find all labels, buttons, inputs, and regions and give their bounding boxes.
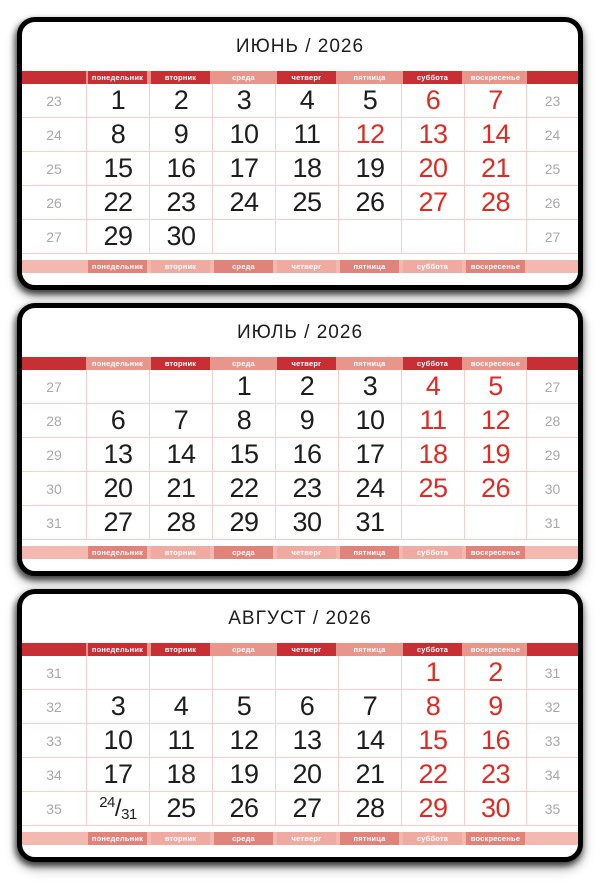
day-cell: 7 xyxy=(338,690,401,723)
weekday-cell xyxy=(86,643,149,656)
day-cell xyxy=(401,220,464,253)
day-cell: 23 xyxy=(464,758,527,791)
day-cell: 11 xyxy=(275,118,338,151)
weekday-cell xyxy=(338,357,401,370)
week-row xyxy=(22,220,578,254)
week-number-right: 24 xyxy=(544,126,561,143)
day-cell: 8 xyxy=(212,404,275,437)
weekday-label: воскресенье xyxy=(470,73,521,82)
weekday-cell xyxy=(86,71,149,84)
day-cell: 6 xyxy=(401,84,464,117)
weekday-label: суббота xyxy=(403,71,462,84)
day-cell xyxy=(401,506,464,539)
day-cell xyxy=(86,792,149,825)
day-cell: 13 xyxy=(86,438,149,471)
weekday-label: суббота xyxy=(403,832,462,845)
day-cell: 25 xyxy=(275,186,338,219)
weekday-label: четверг xyxy=(277,71,336,84)
day-cell xyxy=(275,220,338,253)
week-number-right: 34 xyxy=(544,766,561,783)
day-cell xyxy=(338,656,401,689)
strip-edge-right xyxy=(527,832,578,845)
day-cell: 9 xyxy=(149,118,212,151)
week-number-left: 31 xyxy=(46,514,62,531)
day-cell: 18 xyxy=(149,758,212,791)
weekday-label: понедельник xyxy=(88,260,147,273)
week-number-left: 23 xyxy=(46,92,62,109)
week-row xyxy=(22,472,578,506)
day-cell: 29 xyxy=(212,506,275,539)
week-row xyxy=(22,792,578,826)
week-number-right: 26 xyxy=(544,194,561,211)
weekday-cell xyxy=(149,71,212,84)
day-cell: 6 xyxy=(86,404,149,437)
weekday-cell xyxy=(212,546,275,559)
week-number-right: 35 xyxy=(544,800,561,817)
weekday-cell xyxy=(401,643,464,656)
day-cell: 15 xyxy=(212,438,275,471)
day-cell: 27 xyxy=(86,506,149,539)
weekday-label: пятница xyxy=(353,359,386,368)
day-cell: 17 xyxy=(212,152,275,185)
weekday-cell xyxy=(86,357,149,370)
week-number-left: 25 xyxy=(46,160,62,177)
day-cell xyxy=(149,370,212,403)
strip-edge-left xyxy=(22,643,86,656)
weekday-cell xyxy=(212,357,275,370)
weekday-cell xyxy=(401,260,464,273)
weekday-cell xyxy=(275,357,338,370)
weekday-label: суббота xyxy=(403,260,462,273)
day-cell: 21 xyxy=(464,152,527,185)
weekday-cell xyxy=(338,643,401,656)
weekday-cell xyxy=(401,71,464,84)
week-number-left: 24 xyxy=(46,126,62,143)
month-grid xyxy=(22,370,578,540)
weekday-label: вторник xyxy=(151,260,210,273)
day-cell: 27 xyxy=(401,186,464,219)
day-cell: 19 xyxy=(212,758,275,791)
day-cell: 17 xyxy=(338,438,401,471)
day-number-top: 24 xyxy=(99,794,115,811)
month-card-august xyxy=(17,589,583,862)
weekday-cell xyxy=(275,260,338,273)
weekday-label: вторник xyxy=(151,546,210,559)
week-number-right: 29 xyxy=(544,446,561,463)
weekday-cell xyxy=(338,260,401,273)
week-number-left: 28 xyxy=(46,412,62,429)
weekday-cell xyxy=(338,546,401,559)
day-cell: 20 xyxy=(86,472,149,505)
day-cell: 19 xyxy=(464,438,527,471)
day-cell: 18 xyxy=(401,438,464,471)
week-number-right: 27 xyxy=(544,378,561,395)
day-cell: 29 xyxy=(401,792,464,825)
weekday-cell xyxy=(338,832,401,845)
week-number-right: 28 xyxy=(544,412,561,429)
weekday-cell xyxy=(212,71,275,84)
weekday-cell xyxy=(149,643,212,656)
fraction-slash: / xyxy=(114,794,122,822)
weekday-cell xyxy=(212,643,275,656)
day-cell: 3 xyxy=(86,690,149,723)
day-cell: 30 xyxy=(275,506,338,539)
day-cell: 20 xyxy=(275,758,338,791)
day-cell: 10 xyxy=(212,118,275,151)
week-number-left: 31 xyxy=(46,664,62,681)
weekday-cell xyxy=(464,71,527,84)
weekday-header-row xyxy=(22,71,578,84)
strip-edge-left xyxy=(22,71,86,84)
weekday-label: суббота xyxy=(403,357,462,370)
weekday-label: среда xyxy=(232,359,255,368)
week-number-left: 32 xyxy=(46,698,62,715)
weekday-cell xyxy=(275,643,338,656)
day-cell: 28 xyxy=(338,792,401,825)
day-cell xyxy=(212,656,275,689)
weekday-label: вторник xyxy=(151,357,210,370)
day-cell: 16 xyxy=(464,724,527,757)
week-number-left: 27 xyxy=(46,228,62,245)
weekday-cell xyxy=(212,832,275,845)
weekday-cell xyxy=(149,832,212,845)
day-cell: 10 xyxy=(86,724,149,757)
strip-edge-left xyxy=(22,357,86,370)
strip-edge-right xyxy=(527,546,578,559)
month-card-june xyxy=(17,17,583,290)
day-cell: 6 xyxy=(275,690,338,723)
week-row xyxy=(22,690,578,724)
day-cell: 12 xyxy=(338,118,401,151)
weekday-header-row xyxy=(22,643,578,656)
day-cell: 14 xyxy=(464,118,527,151)
day-cell: 15 xyxy=(86,152,149,185)
weekday-label: воскресенье xyxy=(466,260,525,273)
day-cell: 5 xyxy=(212,690,275,723)
weekday-label: вторник xyxy=(151,832,210,845)
month-title: АВГУСТ / 2026 xyxy=(228,607,372,629)
day-number-bottom: 31 xyxy=(121,806,137,823)
week-number-right: 30 xyxy=(544,480,561,497)
week-number-right: 23 xyxy=(544,92,561,109)
day-cell: 22 xyxy=(86,186,149,219)
day-cell xyxy=(86,656,149,689)
week-number-right: 33 xyxy=(544,732,561,749)
day-cell: 7 xyxy=(149,404,212,437)
weekday-footer-row xyxy=(22,546,578,559)
weekday-cell xyxy=(464,357,527,370)
weekday-label: среда xyxy=(214,546,273,559)
week-number-left: 30 xyxy=(46,480,62,497)
day-cell xyxy=(338,220,401,253)
weekday-cell xyxy=(464,643,527,656)
strip-edge-right xyxy=(527,260,578,273)
week-row xyxy=(22,758,578,792)
month-title: ИЮЛЬ / 2026 xyxy=(236,321,364,343)
week-number-right: 31 xyxy=(544,664,561,681)
day-cell: 27 xyxy=(275,792,338,825)
weekday-label: суббота xyxy=(403,643,462,656)
week-number-right: 25 xyxy=(544,160,561,177)
month-title: ИЮНЬ / 2026 xyxy=(235,35,365,57)
weekday-cell xyxy=(149,546,212,559)
weekday-label: вторник xyxy=(151,71,210,84)
day-cell: 8 xyxy=(86,118,149,151)
month-card-july xyxy=(17,303,583,576)
weekday-cell xyxy=(275,546,338,559)
day-cell: 7 xyxy=(464,84,527,117)
day-cell: 30 xyxy=(464,792,527,825)
weekday-label: понедельник xyxy=(88,832,147,845)
day-cell xyxy=(86,370,149,403)
weekday-label: среда xyxy=(214,260,273,273)
day-cell: 2 xyxy=(149,84,212,117)
weekday-label: среда xyxy=(232,645,255,654)
day-cell xyxy=(464,220,527,253)
week-row xyxy=(22,186,578,220)
weekday-label: воскресенье xyxy=(470,645,521,654)
day-cell: 8 xyxy=(401,690,464,723)
week-number-left: 26 xyxy=(46,194,62,211)
week-row xyxy=(22,152,578,186)
weekday-label: пятница xyxy=(353,73,386,82)
day-cell: 14 xyxy=(149,438,212,471)
weekday-cell xyxy=(212,260,275,273)
week-row xyxy=(22,438,578,472)
day-cell xyxy=(212,220,275,253)
day-cell: 14 xyxy=(338,724,401,757)
day-cell: 18 xyxy=(275,152,338,185)
day-cell: 28 xyxy=(149,506,212,539)
weekday-label: понедельник xyxy=(88,546,147,559)
day-cell: 5 xyxy=(338,84,401,117)
strip-edge-left xyxy=(22,546,86,559)
weekday-cell xyxy=(275,71,338,84)
day-cell: 29 xyxy=(86,220,149,253)
day-cell: 25 xyxy=(149,792,212,825)
day-cell: 3 xyxy=(338,370,401,403)
weekday-label: вторник xyxy=(151,643,210,656)
weekday-label: воскресенье xyxy=(466,832,525,845)
day-cell: 21 xyxy=(149,472,212,505)
day-cell: 13 xyxy=(275,724,338,757)
day-cell: 5 xyxy=(464,370,527,403)
day-cell: 2 xyxy=(275,370,338,403)
day-cell: 20 xyxy=(401,152,464,185)
strip-edge-left xyxy=(22,260,86,273)
week-row xyxy=(22,506,578,540)
strip-edge-left xyxy=(22,832,86,845)
day-cell: 26 xyxy=(338,186,401,219)
weekday-label: воскресенье xyxy=(466,546,525,559)
day-cell: 22 xyxy=(401,758,464,791)
week-number-left: 34 xyxy=(46,766,62,783)
day-cell: 3 xyxy=(212,84,275,117)
weekday-cell xyxy=(401,832,464,845)
day-cell: 13 xyxy=(401,118,464,151)
week-row xyxy=(22,656,578,690)
day-cell: 24 xyxy=(212,186,275,219)
day-cell: 1 xyxy=(212,370,275,403)
day-cell: 19 xyxy=(338,152,401,185)
day-cell: 12 xyxy=(212,724,275,757)
week-number-left: 27 xyxy=(46,378,62,395)
day-cell xyxy=(149,656,212,689)
day-cell: 16 xyxy=(275,438,338,471)
day-cell: 28 xyxy=(464,186,527,219)
weekday-label: воскресенье xyxy=(470,359,521,368)
weekday-label: пятница xyxy=(340,260,399,273)
day-cell: 4 xyxy=(275,84,338,117)
weekday-label: среда xyxy=(232,73,255,82)
week-number-left: 35 xyxy=(46,800,62,817)
week-number-left: 29 xyxy=(46,446,62,463)
weekday-label: пятница xyxy=(353,645,386,654)
weekday-cell xyxy=(86,546,149,559)
strip-edge-right xyxy=(527,71,578,84)
weekday-label: четверг xyxy=(277,643,336,656)
week-row xyxy=(22,724,578,758)
day-cell: 21 xyxy=(338,758,401,791)
week-number-right: 27 xyxy=(544,228,561,245)
day-cell: 25 xyxy=(401,472,464,505)
month-grid xyxy=(22,84,578,254)
weekday-cell xyxy=(275,832,338,845)
day-cell: 2 xyxy=(464,656,527,689)
weekday-label: четверг xyxy=(277,357,336,370)
strip-edge-right xyxy=(527,357,578,370)
day-cell: 16 xyxy=(149,152,212,185)
day-cell: 30 xyxy=(149,220,212,253)
weekday-label: суббота xyxy=(403,546,462,559)
weekday-cell xyxy=(86,260,149,273)
day-cell: 12 xyxy=(464,404,527,437)
day-cell: 11 xyxy=(401,404,464,437)
day-cell: 1 xyxy=(86,84,149,117)
weekday-cell xyxy=(149,260,212,273)
day-cell: 23 xyxy=(149,186,212,219)
month-grid xyxy=(22,656,578,826)
strip-edge-right xyxy=(527,643,578,656)
weekday-label: понедельник xyxy=(91,359,144,368)
day-cell: 1 xyxy=(401,656,464,689)
weekday-footer-row xyxy=(22,832,578,845)
week-row xyxy=(22,118,578,152)
day-cell: 26 xyxy=(212,792,275,825)
day-cell: 9 xyxy=(464,690,527,723)
day-cell: 22 xyxy=(212,472,275,505)
weekday-cell xyxy=(401,357,464,370)
weekday-cell xyxy=(86,832,149,845)
weekday-cell xyxy=(401,546,464,559)
weekday-label: четверг xyxy=(277,260,336,273)
weekday-cell xyxy=(464,832,527,845)
day-cell xyxy=(464,506,527,539)
week-row xyxy=(22,370,578,404)
week-row xyxy=(22,84,578,118)
weekday-footer-row xyxy=(22,260,578,273)
weekday-cell xyxy=(149,357,212,370)
day-cell: 24 xyxy=(338,472,401,505)
week-number-left: 33 xyxy=(46,732,62,749)
weekday-header-row xyxy=(22,357,578,370)
week-number-right: 32 xyxy=(544,698,561,715)
day-cell: 11 xyxy=(149,724,212,757)
weekday-label: четверг xyxy=(277,546,336,559)
day-cell: 26 xyxy=(464,472,527,505)
weekday-label: четверг xyxy=(277,832,336,845)
weekday-label: пятница xyxy=(340,546,399,559)
day-cell: 15 xyxy=(401,724,464,757)
day-cell: 10 xyxy=(338,404,401,437)
day-cell: 23 xyxy=(275,472,338,505)
weekday-label: среда xyxy=(214,832,273,845)
weekday-label: пятница xyxy=(340,832,399,845)
day-cell: 4 xyxy=(401,370,464,403)
weekday-label: понедельник xyxy=(88,643,147,656)
week-number-right: 31 xyxy=(544,514,561,531)
day-cell: 4 xyxy=(149,690,212,723)
week-row xyxy=(22,404,578,438)
day-cell: 31 xyxy=(338,506,401,539)
day-cell: 9 xyxy=(275,404,338,437)
day-cell: 17 xyxy=(86,758,149,791)
weekday-label: понедельник xyxy=(88,71,147,84)
weekday-cell xyxy=(464,546,527,559)
day-cell xyxy=(275,656,338,689)
weekday-cell xyxy=(464,260,527,273)
weekday-cell xyxy=(338,71,401,84)
